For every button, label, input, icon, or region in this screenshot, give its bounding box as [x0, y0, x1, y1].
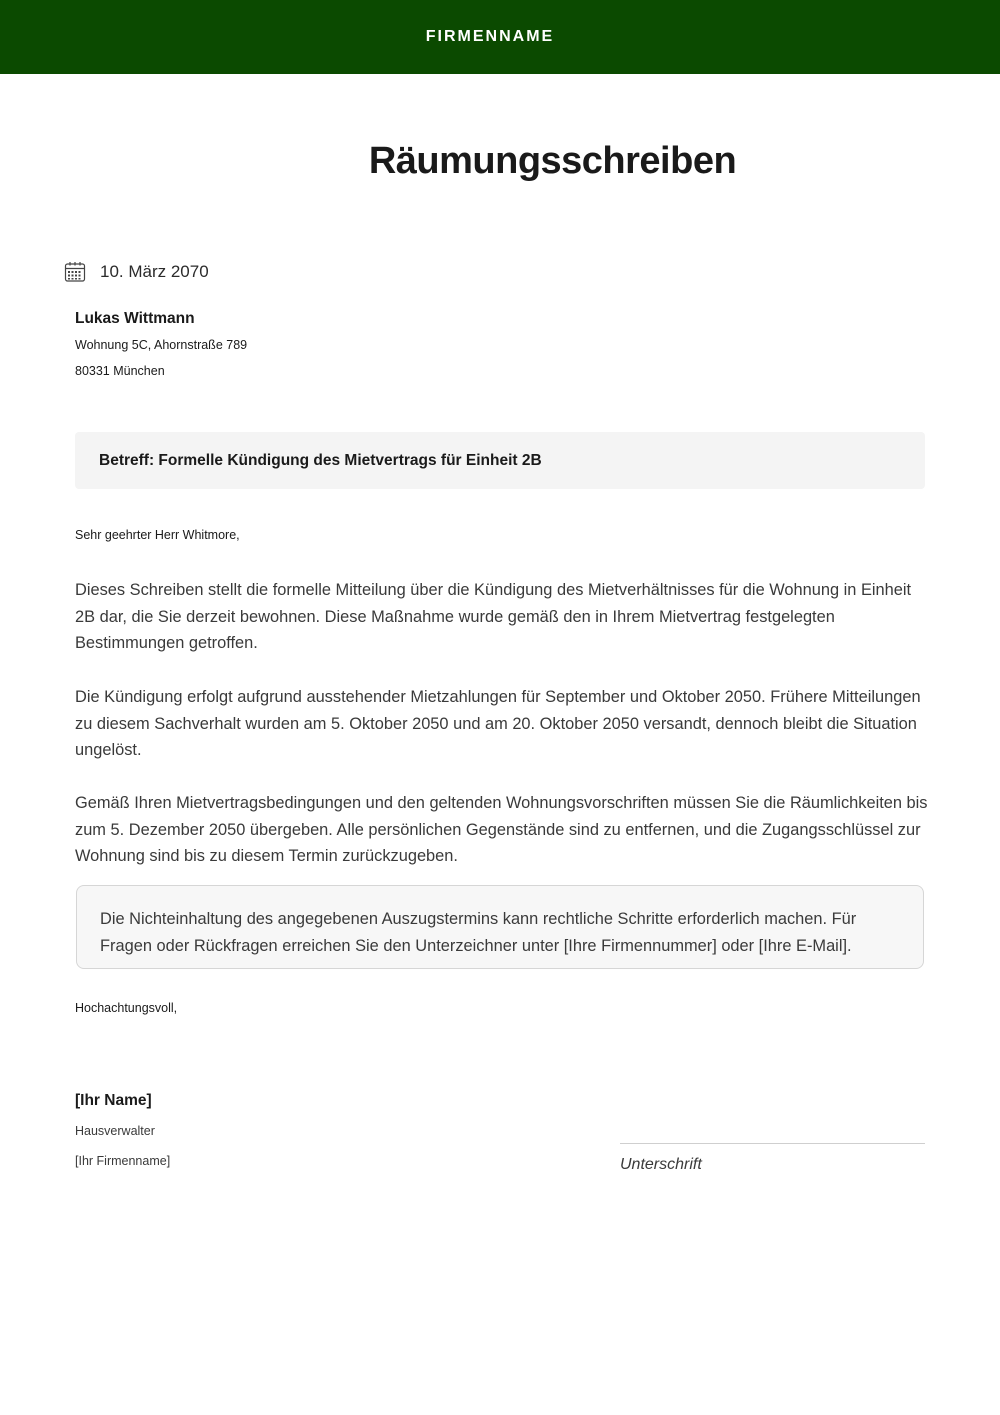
recipient-block — [75, 310, 247, 378]
recipient-address-line2: 80331 München — [75, 364, 165, 378]
subject-box — [75, 432, 925, 489]
document-date: 10. März 2070 — [100, 262, 209, 281]
sender-company: [Ihr Firmenname] — [75, 1154, 171, 1168]
date-row — [64, 260, 209, 284]
sender-role: Hausverwalter — [75, 1124, 155, 1138]
body-paragraph-1: Dieses Schreiben stellt die formelle Mitteilung über die Kündigung des Mietverhältnisses für die Wohnung in Einheit 2B dar, die Sie derzeit bewohnen. Diese Maßnahme wurde gemäß den in Ihrem Mietvertrag festgelegten Bestimmungen getroffen. — [75, 581, 912, 653]
document-title: Räumungsschreiben — [368, 140, 737, 182]
recipient-address-line1: Wohnung 5C, Ahornstraße 789 — [75, 338, 248, 352]
sender-name: [Ihr Name] — [75, 1092, 152, 1109]
calendar-icon — [64, 261, 86, 283]
subject-line: Betreff: Formelle Kündigung des Mietvertrags für Einheit 2B — [99, 451, 542, 469]
recipient-name: Lukas Wittmann — [75, 310, 195, 327]
notice-box — [76, 885, 924, 969]
salutation: Sehr geehrter Herr Whitmore, — [75, 528, 240, 542]
closing: Hochachtungsvoll, — [75, 1001, 178, 1015]
notice-text: Die Nichteinhaltung des angegebenen Auszugstermins kann rechtliche Schritte erforderlich machen. Für Fragen oder Rückfragen erreichen Sie den Unterzeichner unter [Ihre Firmennummer] oder [Ihre E-Mail]. — [100, 910, 857, 955]
body-paragraph-2: Die Kündigung erfolgt aufgrund ausstehender Mietzahlungen für September und Oktober 2050. Frühere Mitteilungen zu diesem Sachverhalt wurden am 5. Oktober 2050 und am 20. Oktober 2050 versandt, dennoch bleibt die Situation ungelöst. — [75, 688, 921, 760]
sender-block — [75, 1092, 170, 1168]
body-paragraph-3: Gemäß Ihren Mietvertragsbedingungen und den geltenden Wohnungsvorschriften müssen Sie die Räumlichkeiten bis zum 5. Dezember 2050 übergeben. Alle persönlichen Gegenstände sind zu entfernen, und die Zugangsschlüssel zur Wohnung sind bis zu diesem Termin zurückzugeben. — [75, 794, 928, 866]
signature-line — [620, 1143, 925, 1144]
signature-label: Unterschrift — [620, 1156, 702, 1173]
company-name: FIRMENNAME — [425, 28, 555, 45]
header-bar — [0, 0, 1000, 74]
